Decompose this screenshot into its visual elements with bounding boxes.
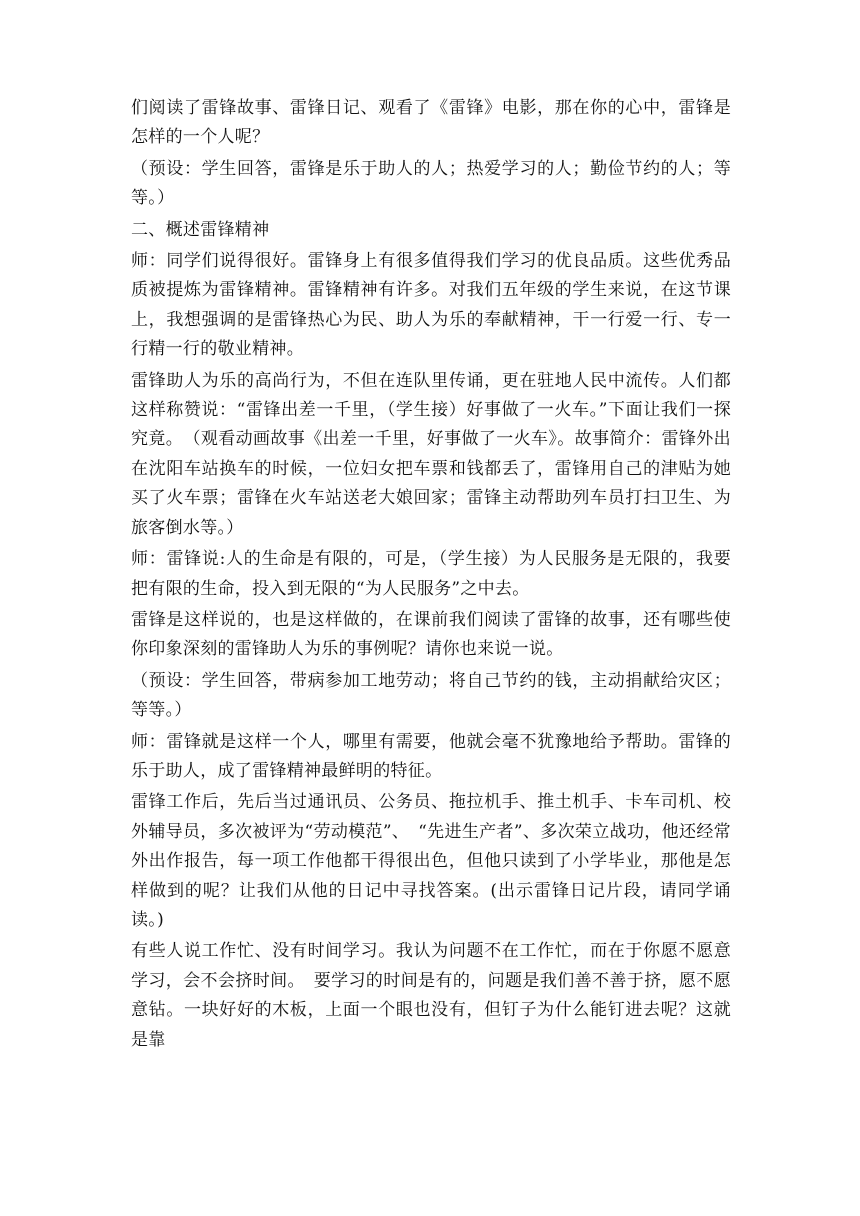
paragraph-work-history: 雷锋工作后，先后当过通讯员、公务员、拖拉机手、推土机手、卡车司机、校外辅导员，多次被评为“劳动模范”、 “先进生产者”、多次荣立战功，他还经常外出作报告，每一项工作他都干得很出色，但他只读到了小学毕业，那他是怎样做到的呢？让我们从他的日记中寻找答案。(出示雷锋日记片段，请同学诵读。) [131,792,731,930]
paragraph-intro-question: 们阅读了雷锋故事、雷锋日记、观看了《雷锋》电影，那在你的心中，雷锋是怎样的一个人呢？ [131,98,731,148]
document-page [131,94,731,1057]
paragraph-teacher-quote: 师：雷锋说:人的生命是有限的，可是，（学生接）为人民服务是无限的，我要把有限的生命，投入到无限的“为人民服务”之中去。 [131,549,731,599]
paragraph-examples-question: 雷锋是这样说的，也是这样做的，在课前我们阅读了雷锋的故事，还有哪些使你印象深刻的雷锋助人为乐的事例呢？请你也来说一说。 [131,609,731,660]
section-heading-2: 二、概述雷锋精神 [131,219,270,240]
paragraph-preset-answer-2: （预设：学生回答，带病参加工地劳动；将自己节约的钱，主动捐献给灾区；等等。） [131,670,731,721]
paragraph-helping-story: 雷锋助人为乐的高尚行为，不但在连队里传诵，更在驻地人民中流传。人们都这样称赞说：“雷锋出差一千里，（学生接）好事做了一火车。”下面让我们一探究竟。 （观看动画故事《出差一千里，好事做了一火车》。故事简介：雷锋外出在沈阳车站换车的时候，一位妇女把车票和钱都丢了，雷锋用自己的津贴为她买了火车票；雷锋在火车站送老大娘回家；雷锋主动帮助列车员打扫卫生、为旅客倒水等。） [131,370,731,538]
paragraph-diary-excerpt: 有些人说工作忙、没有时间学习。我认为问题不在工作忙，而在于你愿不愿意学习，会不会挤时间。 要学习的时间是有的，问题是我们善不善于挤，愿不愿意钻。一块好好的木板，上面一个眼也没有，但钉子为什么能钉进去呢？这就是靠 [131,941,731,1050]
paragraph-teacher-spirit: 师：同学们说得很好。雷锋身上有很多值得我们学习的优良品质。这些优秀品质被提炼为雷锋精神。雷锋精神有许多。对我们五年级的学生来说，在这节课上，我想强调的是雷锋热心为民、助人为乐的奉献精神，干一行爱一行、专一行精一行的敬业精神。 [131,251,731,360]
paragraph-teacher-summary: 师：雷锋就是这样一个人，哪里有需要，他就会毫不犹豫地给予帮助。雷锋的乐于助人，成了雷锋精神最鲜明的特征。 [131,731,731,781]
paragraph-preset-answer-1: （预设：学生回答，雷锋是乐于助人的人；热爱学习的人；勤俭节约的人；等等。） [131,158,731,209]
